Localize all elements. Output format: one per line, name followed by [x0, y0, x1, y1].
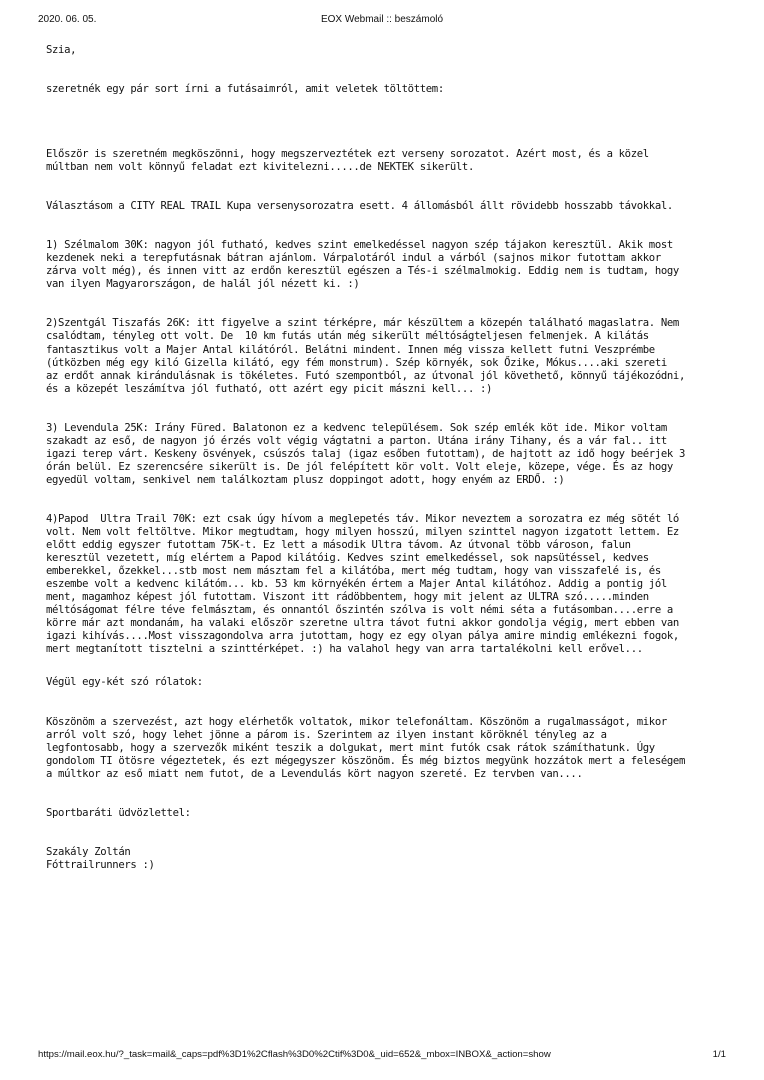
- page-number: 1/1: [712, 1049, 726, 1060]
- email-paragraph-race-2: 2)Szentgál Tiszafás 26K: itt figyelve a szint térképre, már készültem a közepén található magaslatra. Nem csalódtam, tényleg ott volt. De 10 km futás után még sikerült méltóságteljesen felmenjek. A kilátás fantasztikus volt a Majer Antal kilátóról. Belátni mindent. Innen még vissza kellett futni Veszprémbe (útközben még egy kiló Gizella kilátó, egy fém monstrum). Szép környék, sok Őzike, Mókus....aki szereti az erdőt annak kirándulásnak is tökéletes. Futó szempontból, az útvonal jól követhető, könnyű tájékozódni, és a közepét leszámítva jól futható, ott azért egy picit mászni kell... :): [46, 317, 685, 395]
- print-date: 2020. 06. 05.: [38, 14, 97, 25]
- email-paragraph-race-4: 4)Papod Ultra Trail 70K: ezt csak úgy hívom a meglepetés táv. Mikor neveztem a sorozatra ez még sötét ló volt. Nem volt feltöltve. Mikor megtudtam, hogy milyen hosszú, milyen szinttel nagyon izgatott lettem. Ez előtt eddig egyszer futottam 75K-t. Ez lett a második Ultra távom. Az útvonal több városon, falun keresztül vezetett, míg elértem a Papod kilátóig. Kedves szint emelkedéssel, sok napsütéssel, kedves emberekkel, őzekkel...stb most nem másztam fel a kilátóba, mert még tudtam, hogy van visszafelé is, és eszembe volt a kedvenc kilátóm... kb. 53 km környékén értem a Majer Antal kilátóhoz. Addig a pontig jól ment, magamhoz képest jól futottam. Viszont itt rádöbbentem, hogy mit jelent az ULTRA szó.....minden méltóságomat félre téve felmásztam, és onnantól őszintén szólva is volt némi séta a futásomban....erre a körre már azt mondanám, ha valaki először szeretne ultra távot futni akkor gondolja végig, mert ebben van igazi kihívás....Most visszagondolva arra jutottam, hogy ez egy olyan pálya amire mindig emlékezni fogok, mert megtanított tisztelni a szinttérképet. :) ha valahol hegy van arra tartalékolni kell erővel...: [46, 512, 679, 656]
- email-greeting: Szia,: [46, 44, 77, 56]
- signature-team: Fóttrailrunners :): [46, 858, 155, 871]
- email-paragraph-race-3: 3) Levendula 25K: Irány Füred. Balatonon ez a kedvenc településem. Sok szép emlék köt ide. Mikor voltam szakadt az eső, de nagyon jó érzés volt végig vágtatni a parton. Utána irány Tihany, és a vár fal.. itt igazi terep várt. Keskeny ösvények, csúszós talaj (igaz esőben futottam), de hajtott az idő hogy beérjek 3 órán belül. Ez szerencsére sikerült is. De jól felépített kör volt. Volt eleje, közepe, vége. És az hogy egyedül voltam, senkivel nem találkoztam plusz doppingot adott, hogy enyém az ERDŐ. :): [46, 421, 685, 486]
- email-paragraph-race-1: 1) Szélmalom 30K: nagyon jól futható, kedves szint emelkedéssel nagyon szép tájakon keresztül. Akik most kezdenek neki a terepfutásnak bátran ajánlom. Várpalotáról indul a várból (sajnos mikor futottam akkor zárva volt még), és innen vitt az erdőn keresztül egészen a Tés-i szélmalmokig. Eddig nem is tudtam, hogy van ilyen Magyarországon, de halál jól nézett ki. :): [46, 239, 679, 291]
- email-closing-intro: Végül egy-két szó rólatok:: [46, 676, 203, 689]
- signature-name: Szakály Zoltán: [46, 845, 131, 858]
- email-paragraph-choice: Választásom a CITY REAL TRAIL Kupa versenysorozatra esett. 4 állomásból állt rövidebb hosszabb távokkal.: [46, 200, 673, 213]
- email-intro: szeretnék egy pár sort írni a futásaimról, amit veletek töltöttem:: [46, 83, 444, 96]
- email-paragraph-thanks: Először is szeretném megköszönni, hogy megszerveztétek ezt verseny sorozatot. Azért most, és a közel múltban nem volt könnyű feladat ezt kivitelezni.....de NEKTEK sikerült.: [46, 148, 649, 174]
- page-title: EOX Webmail :: beszámoló: [320, 14, 444, 25]
- email-body: [46, 44, 736, 872]
- page-url: https://mail.eox.hu/?_task=mail&_caps=pdf%3D1%2Cflash%3D0%2Ctif%3D0&_uid=652&_mbox=INBOX&_action=show: [38, 1049, 551, 1060]
- email-regards: Sportbaráti üdvözlettel:: [46, 806, 191, 819]
- email-paragraph-closing: Köszönöm a szervezést, azt hogy elérhetők voltatok, mikor telefonáltam. Köszönöm a rugalmasságot, mikor arról volt szó, hogy lehet jönne a párom is. Szerintem az ilyen instant köröknél tényleg az a legfontosabb, hogy a szervezők miként teszik a dolgukat, mert mint futók csak rátok számíthatunk. Úgy gondolom TI ötösre végeztetek, és ezt mégegyszer köszönöm. És még biztos megyünk hozzátok mert a feleségem a múltkor az eső miatt nem futot, de a Levendulás kört nagyon szereté. Ez tervben van....: [46, 715, 685, 780]
- print-footer: [38, 1049, 726, 1063]
- print-header: [38, 14, 726, 28]
